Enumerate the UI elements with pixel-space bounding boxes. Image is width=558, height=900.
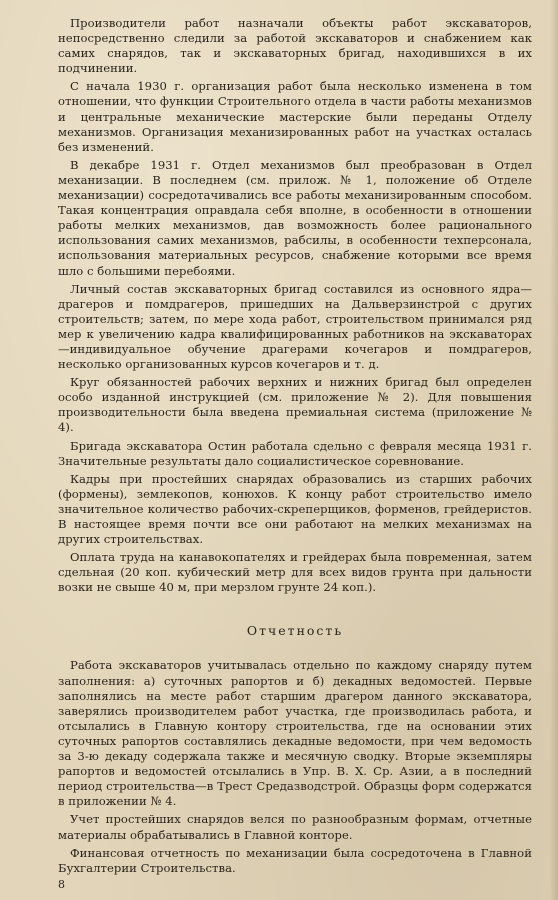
section-heading: Отчетность — [246, 623, 344, 639]
paragraph: С начала 1930 г. организация работ была несколько изменена в том отношении, что функции Строительного отдела в части работы механизмов и центральные механические мастерские были переданы Отделу механизмов. Организация механизированных работ на участках осталась без изменений. — [58, 79, 532, 154]
paragraph: Круг обязанностей рабочих верхних и нижних бригад был определен особо изданной инструкцией (см. приложение № 2). Для повышения производительности была введена премиальная система (приложение № 4). — [58, 375, 532, 435]
paragraph: В декабре 1931 г. Отдел механизмов был преобразован в Отдел механизации. В последнем (см. прилож. № 1, положение об Отделе механизации) сосредотачивались все работы механизированным способом. Такая концентрация оправдала себя вполне, в особенности в отношении работы мелких механизмов, дав возможность более рационального использования самих механизмов, рабсилы, в особенности техперсонала, использования материальных ресурсов, снабжение которыми все время шло с большими перебоями. — [58, 157, 532, 278]
paragraph: Учет простейших снарядов велся по разнообразным формам, отчетные материалы обрабатывались в Главной конторе. — [58, 812, 532, 842]
paragraph: Бригада экскаватора Остин работала сдельно с февраля месяца 1931 г. Значительные результаты дало социалистическое соревнование. — [58, 438, 532, 468]
paragraph: Кадры при простейших снарядах образовались из старших рабочих (формены), землекопов, конюхов. К концу работ строительство имело значительное количество рабочих-скреперщиков, форменов, грейдеристов. В настоящее время почти все они работают на мелких механизмах на других строительствах. — [58, 471, 532, 547]
body-text-top — [58, 16, 532, 595]
page-number: 8 — [58, 878, 65, 891]
paragraph: Финансовая отчетность по механизации была сосредоточена в Главной Бухгалтерии Строительства. — [58, 845, 532, 875]
page-fold-shadow — [550, 0, 558, 900]
paragraph: Работа экскаваторов учитывалась отдельно по каждому снаряду путем заполнения: а) суточных рапортов и б) декадных ведомостей. Первые заполнялись на месте работ старшим драгером данного экскаватора, заверялись производителем работ участка, где производилась работа, и отсылались в Главную контору строительства, где на основании этих суточных рапортов составлялись декадные ведомости, при чем ведомость за 3-ю декаду содержала также и месячную сводку. Вторые экземпляры рапортов и ведомостей отсылались в Упр. В. X. Ср. Азии, а в последний период строительства—в Трест Средазводстрой. Образцы форм содержатся в приложении № 4. — [58, 658, 532, 809]
paragraph: Производители работ назначали объекты работ экскаваторов, непосредственно следили за работой экскаваторов и снабжением как самих снарядов, так и экскаваторных бригад, находившихся в их подчинении. — [58, 16, 532, 76]
paragraph: Личный состав экскаваторных бригад составился из основного ядра—драгеров и помдрагеров, пришедших на Дальверзинстрой с других строительств; затем, по мере хода работ, строительством принимался ряд мер к увеличению кадра квалифицированных работников на экскаваторах—индивидуальное обучение драгерами кочегаров и помдрагеров, несколько организованных курсов кочегаров и т. д. — [58, 281, 532, 372]
body-text-bottom — [58, 658, 532, 875]
paragraph: Оплата труда на канавокопателях и грейдерах была повременная, затем сдельная (20 коп. кубический метр для всех видов грунта при дальности возки не свыше 40 м, при мерзлом грунте 24 коп.). — [58, 550, 532, 595]
